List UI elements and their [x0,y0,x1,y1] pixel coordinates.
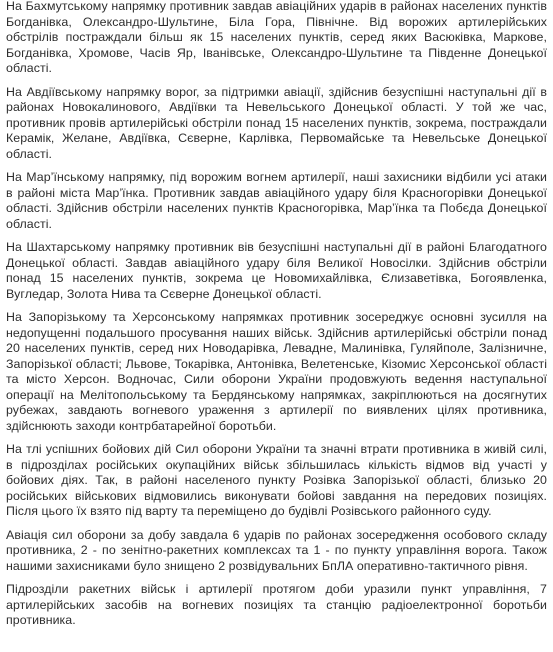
paragraph-shakhtarsk: На Шахтарському напрямку противник вів безуспішні наступальні дії в районі Благодатного Донецької області. Завдав авіаційного удару біля Великої Новосілки. Здійснив обстріли понад 15 населених пунктів, зокрема це Новомихайлівка, Єлизаветівка, Богоявленка, Вугледар, Золота Нива та Сєверне Донецької області. [6,240,547,301]
paragraph-avdiivka: На Авдіївському напрямку ворог, за підтримки авіації, здійснив безуспішні наступальні дії в районах Новокалинового, Авдіївки та Невельського Донецької області. У той же час, противник провів артилерійські обстріли понад 15 населених пунктів, зокрема, постраждали Керамік, Желане, Авдіївка, Сєверне, Карлівка, Первомайське та Невельське Донецької області. [6,84,547,161]
paragraph-bakhmut: На Бахмутському напрямку противник завдав авіаційних ударів в районах населених пунктів Богданівка, Олександро-Шультине, Біла Гора, Північне. Від ворожих артилерійських обстрілів постраждали більш як 15 населених пунктів, серед яких Васюківка, Маркове, Богданівка, Хромове, Часів Яр, Іванівське, Олександро-Шультине та Південне Донецької області. [6,0,547,75]
paragraph-marinka: На Мар’їнському напрямку, під ворожим вогнем артилерії, наші захисники відбили усі атаки в районі міста Мар’їнка. Противник завдав авіаційного удару біля Красногорівки Донецької області. Здійснив обстріли населених пунктів Красногорівка, Мар’їнка та Побєда Донецької області. [6,170,547,231]
paragraph-zaporizhzhia-kherson: На Запорізькому та Херсонському напрямках противник зосереджує основні зусилля на недопущенні подальшого просування наших військ. Здійснив артилерійські обстріли понад 20 населених пунктів, серед них Новодарівка, Левадне, Малинівка, Гуляйполе, Залізничне, Запорізької області; Львове, Токарівка, Антонівка, Велетенське, Кізомис Херсонської області та місто Херсон. Водночас, Сили оборони України продовжують ведення наступальної операції на Мелітопольському та Бердянському напрямках, закріплюються на досягнутих рубежах, завдають вогневого ураження з артилерії по виявлених цілях противника, здійснюють заходи контрбатарейної боротьби. [6,310,547,433]
paragraph-refusals: На тлі успішних бойових дій Сил оборони України та значні втрати противника в живій силі, в підрозділах російських окупаційних військ збільшилась кількість відмов від участі у бойових діях. Так, в районі населеного пункту Розівка Запорізької області, близько 20 російських військових відмовились виконувати бойові завдання на передових позиціях. Після цього їх взято під варту та переміщено до будівлі Розівського районного суду. [6,442,547,518]
paragraph-artillery: Підрозділи ракетних військ і артилерії протягом доби уразили пункт управління, 7 артилерійських засобів на вогневих позиціях та станцію радіоелектронної боротьби противника. [6,582,547,627]
paragraph-aviation: Авіація сил оборони за добу завдала 6 ударів по районах зосередження особового складу противника, 2 - по зенітно-ракетних комплексах та 1 - по пункту управління ворога. Також нашими захисниками було знищено 2 розвідувальних БпЛА оперативно-тактичного рівня. [6,527,547,573]
